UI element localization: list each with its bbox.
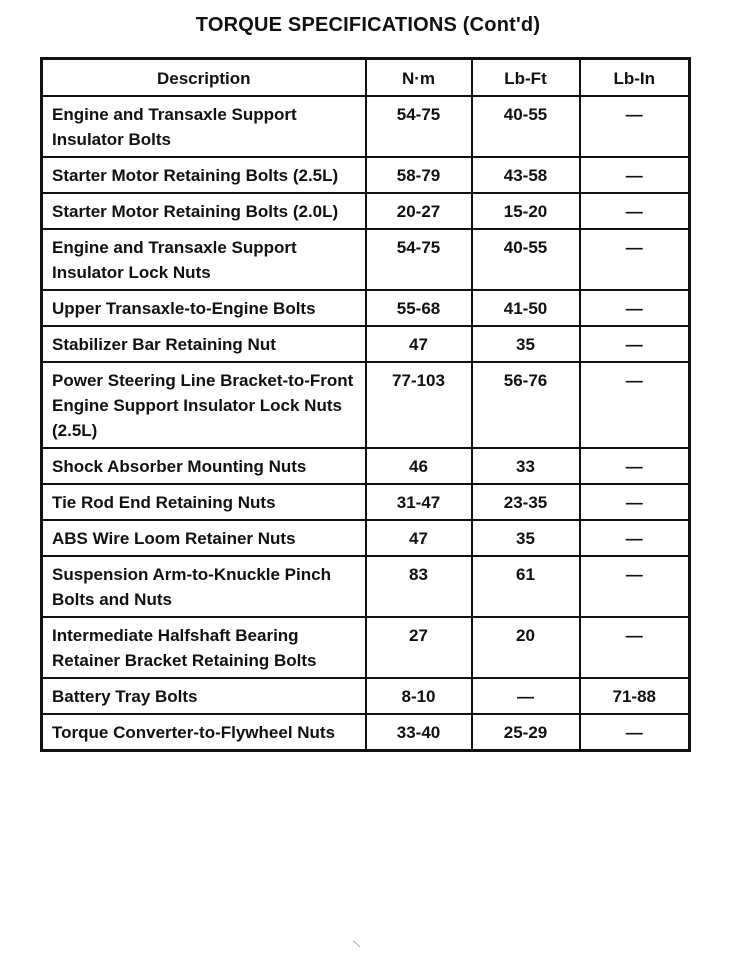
cell-lbin: — xyxy=(580,193,690,229)
cell-lbft: 43-58 xyxy=(472,157,580,193)
table-row xyxy=(42,448,690,484)
table-row xyxy=(42,96,690,157)
table-row xyxy=(42,229,690,290)
cell-description: Upper Transaxle-to-Engine Bolts xyxy=(42,290,366,326)
cell-lbft: 35 xyxy=(472,520,580,556)
cell-lbin: — xyxy=(580,617,690,678)
cell-description: Engine and Transaxle Support Insulator Lock Nuts xyxy=(42,229,366,290)
table-row xyxy=(42,193,690,229)
cell-lbin: — xyxy=(580,714,690,751)
cell-description: Starter Motor Retaining Bolts (2.5L) xyxy=(42,157,366,193)
cell-lbft: 20 xyxy=(472,617,580,678)
cell-description: Engine and Transaxle Support Insulator Bolts xyxy=(42,96,366,157)
cell-description: Torque Converter-to-Flywheel Nuts xyxy=(42,714,366,751)
cell-lbft: 33 xyxy=(472,448,580,484)
cell-nm: 33-40 xyxy=(366,714,472,751)
cell-lbft: — xyxy=(472,678,580,714)
cell-nm: 31-47 xyxy=(366,484,472,520)
cell-lbft: 25-29 xyxy=(472,714,580,751)
cell-description: Starter Motor Retaining Bolts (2.0L) xyxy=(42,193,366,229)
table-row xyxy=(42,556,690,617)
cell-nm: 58-79 xyxy=(366,157,472,193)
scan-speck xyxy=(352,940,362,948)
cell-lbft: 40-55 xyxy=(472,96,580,157)
cell-lbin: — xyxy=(580,362,690,448)
table-row xyxy=(42,362,690,448)
cell-nm: 55-68 xyxy=(366,290,472,326)
table-row xyxy=(42,617,690,678)
cell-lbin: — xyxy=(580,520,690,556)
cell-nm: 46 xyxy=(366,448,472,484)
cell-lbft: 35 xyxy=(472,326,580,362)
cell-lbin: — xyxy=(580,448,690,484)
cell-lbft: 15-20 xyxy=(472,193,580,229)
header-lbft: Lb-Ft xyxy=(472,59,580,97)
cell-description: Shock Absorber Mounting Nuts xyxy=(42,448,366,484)
cell-description: Tie Rod End Retaining Nuts xyxy=(42,484,366,520)
cell-nm: 54-75 xyxy=(366,96,472,157)
cell-nm: 83 xyxy=(366,556,472,617)
cell-nm: 77-103 xyxy=(366,362,472,448)
cell-description: Power Steering Line Bracket-to-Front Engine Support Insulator Lock Nuts (2.5L) xyxy=(42,362,366,448)
table-row xyxy=(42,678,690,714)
cell-lbft: 56-76 xyxy=(472,362,580,448)
page-title: TORQUE SPECIFICATIONS (Cont'd) xyxy=(195,14,541,36)
cell-nm: 47 xyxy=(366,326,472,362)
cell-lbft: 61 xyxy=(472,556,580,617)
cell-lbft: 40-55 xyxy=(472,229,580,290)
table-row xyxy=(42,326,690,362)
cell-description: Stabilizer Bar Retaining Nut xyxy=(42,326,366,362)
cell-description: Intermediate Halfshaft Bearing Retainer Bracket Retaining Bolts xyxy=(42,617,366,678)
cell-lbin: — xyxy=(580,229,690,290)
torque-spec-table xyxy=(40,57,691,752)
table-header-row xyxy=(42,59,690,97)
cell-description: Battery Tray Bolts xyxy=(42,678,366,714)
cell-nm: 27 xyxy=(366,617,472,678)
cell-lbft: 23-35 xyxy=(472,484,580,520)
table-row xyxy=(42,157,690,193)
cell-lbin: — xyxy=(580,290,690,326)
cell-nm: 54-75 xyxy=(366,229,472,290)
cell-lbin: 71-88 xyxy=(580,678,690,714)
cell-lbin: — xyxy=(580,157,690,193)
cell-lbin: — xyxy=(580,326,690,362)
table-row xyxy=(42,484,690,520)
cell-description: Suspension Arm-to-Knuckle Pinch Bolts and Nuts xyxy=(42,556,366,617)
header-description: Description xyxy=(42,59,366,97)
table-row xyxy=(42,520,690,556)
cell-lbft: 41-50 xyxy=(472,290,580,326)
table-row xyxy=(42,714,690,751)
cell-nm: 8-10 xyxy=(366,678,472,714)
cell-nm: 20-27 xyxy=(366,193,472,229)
cell-lbin: — xyxy=(580,484,690,520)
cell-lbin: — xyxy=(580,96,690,157)
cell-lbin: — xyxy=(580,556,690,617)
header-nm: N·m xyxy=(366,59,472,97)
header-lbin: Lb-In xyxy=(580,59,690,97)
table-row xyxy=(42,290,690,326)
cell-description: ABS Wire Loom Retainer Nuts xyxy=(42,520,366,556)
cell-nm: 47 xyxy=(366,520,472,556)
